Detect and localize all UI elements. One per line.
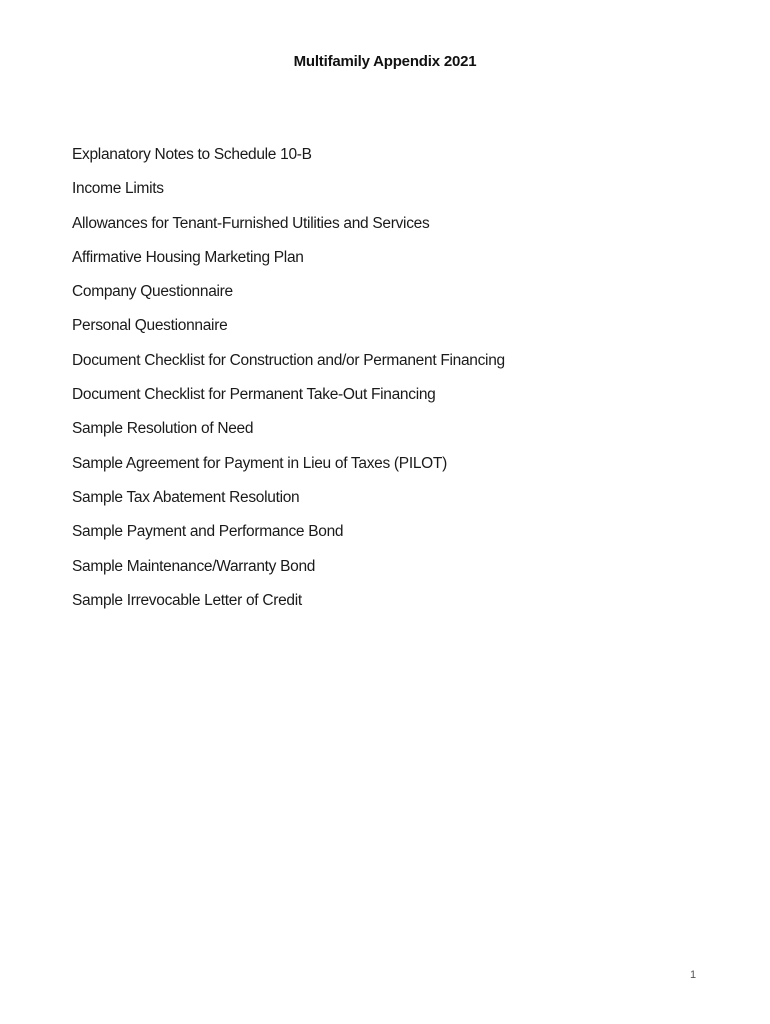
contents-item: Document Checklist for Construction and/or Permanent Financing bbox=[72, 351, 505, 369]
contents-item: Explanatory Notes to Schedule 10-B bbox=[72, 146, 312, 163]
contents-item: Affirmative Housing Marketing Plan bbox=[72, 248, 304, 266]
contents-item: Personal Questionnaire bbox=[72, 317, 228, 335]
contents-item: Allowances for Tenant-Furnished Utilities and Services bbox=[72, 214, 430, 232]
contents-item: Sample Resolution of Need bbox=[72, 420, 254, 438]
contents-item: Sample Agreement for Payment in Lieu of Taxes (PILOT) bbox=[72, 454, 447, 472]
contents-item: Document Checklist for Permanent Take-Out Financing bbox=[72, 386, 436, 404]
document-title: Multifamily Appendix 2021 bbox=[293, 53, 477, 70]
contents-item: Sample Maintenance/Warranty Bond bbox=[72, 557, 316, 575]
contents-item: Sample Irrevocable Letter of Credit bbox=[72, 591, 302, 609]
contents-item: Income Limits bbox=[72, 180, 164, 198]
contents-item: Sample Payment and Performance Bond bbox=[72, 523, 344, 541]
page-number: 1 bbox=[689, 969, 697, 981]
contents-item: Sample Tax Abatement Resolution bbox=[72, 488, 300, 506]
contents-item: Company Questionnaire bbox=[72, 283, 233, 301]
appendix-contents-list bbox=[72, 144, 505, 624]
